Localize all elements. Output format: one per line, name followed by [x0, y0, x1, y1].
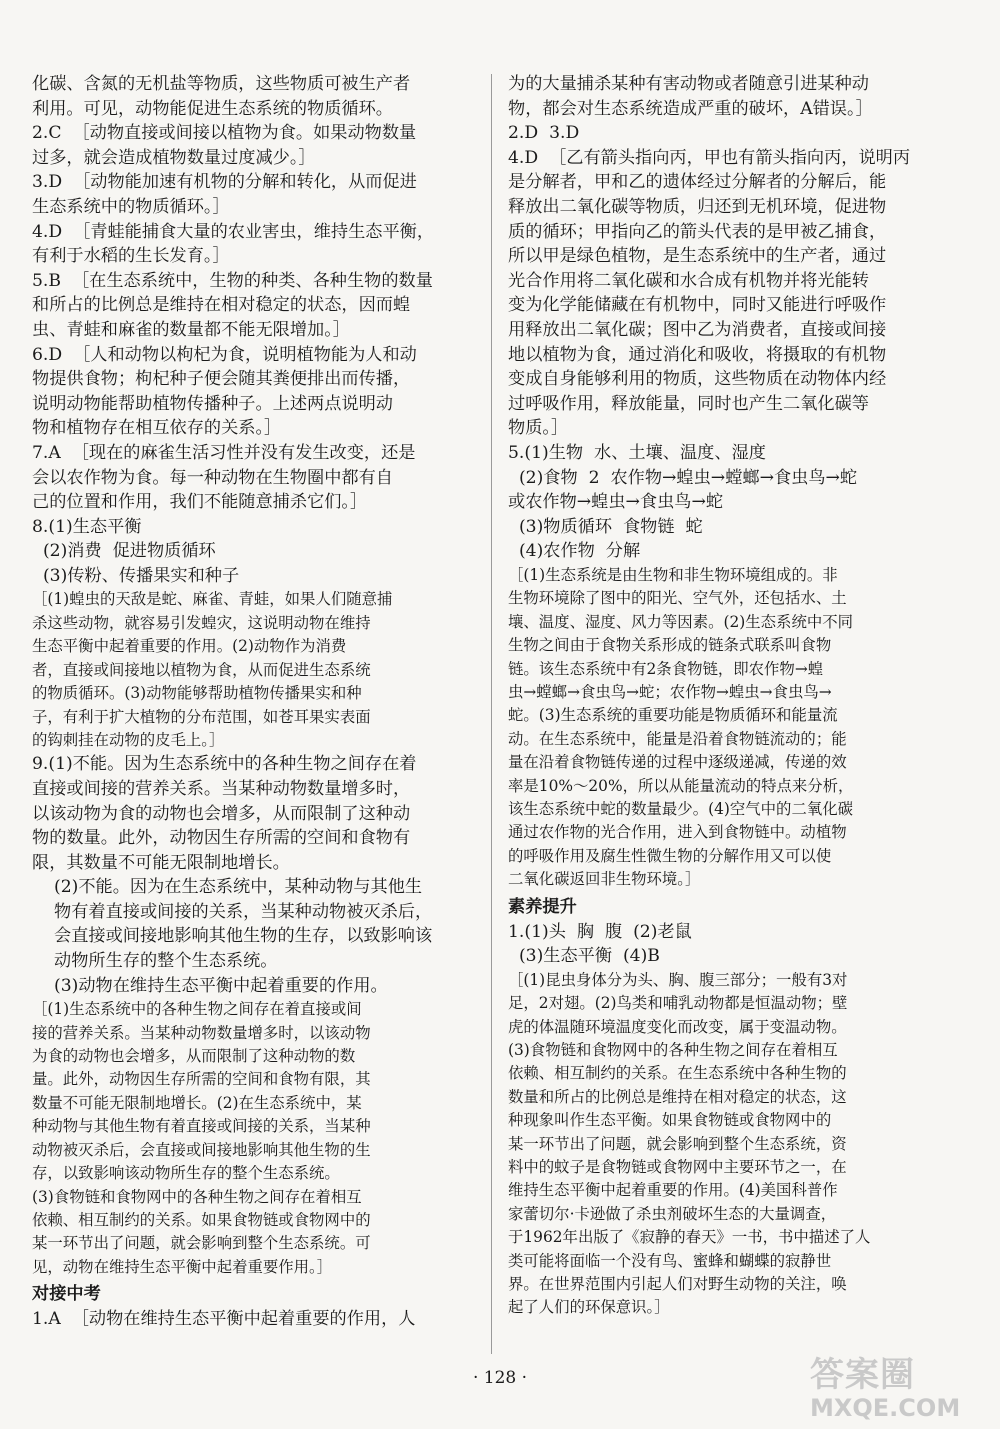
text-line: 和所占的比例总是维持在相对稳定的状态，因而蝗 — [32, 295, 411, 316]
text-line: 是分解者，甲和乙的遗体经过分解者的分解后，能 — [508, 172, 887, 193]
text-line: 数量不可能无限制地增长。(2)在生态系统中，某 — [32, 1093, 362, 1112]
text-line: 虫→螳螂→食虫鸟→蛇；农作物→蝗虫→食虫鸟→ — [508, 682, 832, 701]
continued-text — [32, 72, 474, 121]
answer-subitem — [32, 875, 474, 973]
text-line: 限，其数量不可能无限制地增长。 — [32, 852, 290, 873]
answer-item — [508, 121, 970, 146]
text-line: 生物之间由于食物关系形成的链条式联系叫食物 — [508, 636, 832, 655]
text-line: 1.(1)头 胸 腹 (2)老鼠 — [508, 921, 692, 942]
text-line: 二氧化碳返回非生物环境。］ — [508, 870, 701, 889]
text-line: 依赖、相互制约的关系。如果食物链或食物网中的 — [32, 1210, 371, 1229]
left-column — [32, 72, 474, 1332]
text-line: 直接或间接的营养关系。当某种动物数量增多时， — [32, 778, 411, 799]
text-line: 数量和所占的比例总是维持在相对稳定的状态，这 — [508, 1087, 847, 1106]
text-line: 物有着直接或间接的关系，当某种动物被灭杀后， — [54, 901, 433, 922]
text-line: 素养提升 — [508, 896, 577, 917]
text-line: 该生态系统中蛇的数量最少。(4)空气中的二氧化碳 — [508, 799, 854, 818]
text-line: 界。在世界范围内引起人们对野生动物的关注，唤 — [508, 1275, 847, 1294]
text-line: 接的营养关系。当某种动物数量增多时，以该动物 — [32, 1023, 371, 1042]
text-line: 量。此外，动物因生存所需的空间和食物有限，其 — [32, 1070, 371, 1089]
text-line: 起了人们的环保意识。］ — [508, 1298, 670, 1317]
explanation-note — [32, 588, 474, 752]
text-line: 动物被灭杀后，会直接或间接地影响其他生物的生 — [32, 1140, 371, 1159]
answer-item — [32, 121, 474, 170]
text-line: 所以甲是绿色植物，是生态系统中的生产者，通过 — [508, 246, 887, 267]
text-line: 于1962年出版了《寂静的春天》一书，书中描述了人 — [508, 1228, 871, 1247]
answer-item — [32, 515, 474, 589]
text-line: 维持生态平衡中起着重要的作用。(4)美国科普作 — [508, 1181, 838, 1200]
answer-subitem — [32, 974, 474, 999]
text-line: 利用。可见，动物能促进生态系统的物质循环。 — [32, 98, 393, 119]
text-line: 的物质循环。(3)动物能够帮助植物传播果实和种 — [32, 684, 362, 703]
text-line: 或农作物→蝗虫→食虫鸟→蛇 — [508, 492, 724, 513]
text-line: 4.D ［青蛙能捕食大量的农业害虫，维持生态平衡， — [32, 221, 435, 242]
column-divider — [491, 74, 492, 1354]
text-line: 7.A ［现在的麻雀生活习性并没有发生改变，还是 — [32, 442, 416, 463]
text-line: (3)生态平衡 (4)B — [508, 946, 660, 967]
text-line: (2)不能。因为在生态系统中，某种动物与其他生 — [54, 877, 423, 898]
text-line: 物提供食物；枸杞种子便会随其粪便排出而传播， — [32, 369, 411, 390]
text-line: 某一环节出了问题，就会影响到整个生态系统。可 — [32, 1234, 371, 1253]
text-line: 存，以致影响该动物所生存的整个生态系统。 — [32, 1164, 340, 1183]
text-line: 子，有利于扩大植物的分布范围，如苍耳果实表面 — [32, 707, 371, 726]
text-line: 为的大量捕杀某种有害动物或者随意引进某种动 — [508, 74, 869, 94]
text-line: 过多，就会造成植物数量过度减少。］ — [32, 147, 316, 168]
text-line: 物的数量。此外，动物因生存所需的空间和食物有 — [32, 828, 411, 849]
text-line: 料中的蚊子是食物链或食物网中主要环节之一，在 — [508, 1158, 847, 1176]
text-line: 家蕾切尔·卡逊做了杀虫剂破坏生态的大量调查， — [508, 1204, 837, 1223]
text-line: 地以植物为食，通过消化和吸收，将摄取的有机物 — [508, 344, 887, 365]
explanation-note — [508, 564, 970, 892]
text-line: 蛇。(3)生态系统的重要功能是物质循环和能量流 — [508, 706, 838, 725]
text-line: 6.D ［人和动物以枸杞为食，说明植物能为人和动 — [32, 344, 417, 365]
text-line: 2.D 3.D — [508, 123, 580, 144]
section-title — [32, 1281, 474, 1307]
explanation-note — [508, 969, 970, 1320]
text-line: 的呼吸作用及腐生性微生物的分解作用又可以使 — [508, 846, 832, 865]
text-line: 以该动物为食的动物也会增多，从而限制了这种动 — [32, 803, 411, 824]
text-line: 生态系统中的物质循环。］ — [32, 196, 230, 217]
text-line: (3)物质循环 食物链 蛇 — [508, 516, 703, 537]
text-line: 虎的体温随环境温度变化而改变，属于变温动物。 — [508, 1017, 847, 1036]
text-line: 9.(1)不能。因为生态系统中的各种生物之间存在着 — [32, 754, 417, 775]
text-line: (3)食物链和食物网中的各种生物之间存在着相互 — [508, 1040, 838, 1059]
text-line: 8.(1)生态平衡 — [32, 516, 142, 537]
text-line: 会以农作物为食。每一种动物在生物圈中都有自 — [32, 467, 393, 488]
text-line: 光合作用将二氧化碳和水合成有机物并将光能转 — [508, 270, 869, 291]
text-line: 生态平衡中起着重要的作用。(2)动物作为消费 — [32, 637, 347, 656]
text-line: 虫、青蛙和麻雀的数量都不能无限增加。］ — [32, 319, 350, 340]
text-line: 化碳、含氮的无机盐等物质，这些物质可被生产者 — [32, 74, 411, 94]
text-line: 壤、温度、湿度、风力等因素。(2)生态系统中不同 — [508, 612, 854, 631]
right-column — [508, 72, 970, 1320]
text-line: ［(1)生态系统中的各种生物之间存在着直接或间 — [32, 1000, 362, 1019]
text-line: ［(1)昆虫身体分为头、胸、腹三部分；一般有3对 — [508, 970, 848, 989]
answer-item — [32, 441, 474, 515]
text-line: 变成自身能够利用的物质，这些物质在动物体内经 — [508, 369, 887, 390]
text-line: 量在沿着食物链传递的过程中逐级递减，传递的效 — [508, 753, 847, 772]
text-line: (3)传粉、传播果实和种子 — [32, 565, 240, 586]
watermark-logo — [810, 1356, 980, 1428]
answer-item — [32, 752, 474, 875]
answer-item — [508, 441, 970, 564]
answer-item — [508, 146, 970, 441]
text-line: 种动物与其他生物有着直接或间接的关系，当某种 — [32, 1117, 371, 1136]
answer-item — [32, 343, 474, 441]
text-line: 3.D ［动物能加速有机物的分解和转化，从而促进 — [32, 172, 417, 193]
text-line: 动物所生存的整个生态系统。 — [54, 951, 278, 972]
text-line: 1.A ［动物在维持生态平衡中起着重要的作用，人 — [32, 1309, 416, 1330]
text-line: ［(1)蝗虫的天敌是蛇、麻雀、青蛙，如果人们随意捕 — [32, 590, 393, 609]
text-line: 生物环境除了图中的阳光、空气外，还包括水、土 — [508, 589, 847, 608]
text-line: 某一环节出了问题，就会影响到整个生态系统，资 — [508, 1134, 847, 1153]
text-line: ［(1)生态系统是由生物和非生物环境组成的。非 — [508, 565, 838, 584]
watermark-logo-text: 答案圈 — [810, 1355, 915, 1395]
text-line: 杀这些动物，就容易引发蝗灾，这说明动物在维持 — [32, 613, 371, 632]
text-line: 链。该生态系统中有2条食物链，即农作物→蝗 — [508, 659, 824, 678]
text-line: 有利于水稻的生长发育。］ — [32, 246, 230, 267]
text-line: 2.C ［动物直接或间接以植物为食。如果动物数量 — [32, 123, 417, 144]
explanation-note — [32, 998, 474, 1279]
watermark-url: MXQE.COM — [810, 1394, 961, 1422]
text-line: (2)消费 促进物质循环 — [32, 541, 216, 562]
section-title — [508, 894, 970, 920]
text-line: 用释放出二氧化碳；图中乙为消费者，直接或间接 — [508, 319, 887, 340]
text-line: 物和植物存在相互依存的关系。］ — [32, 418, 282, 439]
answer-item — [32, 1307, 474, 1332]
text-line: 5.B ［在生态系统中，生物的种类、各种生物的数量 — [32, 270, 433, 291]
text-line: 足，2对翅。(2)鸟类和哺乳动物都是恒温动物；壁 — [508, 994, 848, 1013]
text-line: (3)动物在维持生态平衡中起着重要的作用。 — [54, 975, 388, 996]
text-line: 己的位置和作用，我们不能随意捕杀它们。］ — [32, 492, 368, 513]
answer-item — [32, 220, 474, 269]
continued-text — [508, 72, 970, 121]
text-line: 变为化学能储藏在有机物中，同时又能进行呼吸作 — [508, 295, 887, 316]
text-line: 过呼吸作用，释放能量，同时也产生二氧化碳等 — [508, 393, 869, 414]
text-line: 会直接或间接地影响其他生物的生存，以致影响该 — [54, 926, 433, 947]
text-line: (4)农作物 分解 — [508, 541, 641, 562]
text-line: 释放出二氧化碳等物质，归还到无机环境，促进物 — [508, 196, 887, 217]
text-line: 者，直接或间接地以植物为食，从而促进生态系统 — [32, 660, 371, 679]
answer-item — [32, 170, 474, 219]
text-line: 依赖、相互制约的关系。在生态系统中各种生物的 — [508, 1064, 847, 1083]
text-line: 说明动物能帮助植物传播种子。上述两点说明动 — [32, 393, 393, 414]
text-line: 5.(1)生物 水、土壤、温度、湿度 — [508, 442, 766, 463]
text-line: (2)食物 2 农作物→蝗虫→螳螂→食虫鸟→蛇 — [508, 467, 858, 488]
page-number: · 128 · — [472, 1368, 528, 1388]
text-line: 类可能将面临一个没有鸟、蜜蜂和蝴蝶的寂静世 — [508, 1251, 832, 1270]
text-line: (3)食物链和食物网中的各种生物之间存在着相互 — [32, 1187, 362, 1206]
text-line: 对接中考 — [32, 1284, 101, 1305]
text-line: 种现象叫作生态平衡。如果食物链或食物网中的 — [508, 1111, 832, 1130]
text-line: 见，动物在维持生态平衡中起着重要作用。］ — [32, 1257, 333, 1276]
text-line: 质的循环；甲指向乙的箭头代表的是甲被乙捕食， — [508, 221, 887, 242]
answer-item — [508, 920, 970, 969]
text-line: 为食的动物也会增多，从而限制了这种动物的数 — [32, 1047, 356, 1066]
text-line: 4.D ［乙有箭头指向丙，甲也有箭头指向丙，说明丙 — [508, 147, 911, 168]
text-line: 率是10%～20%，所以从能量流动的特点来分析， — [508, 776, 854, 795]
answer-item — [32, 269, 474, 343]
text-line: 的钩刺挂在动物的皮毛上。］ — [32, 730, 225, 749]
text-line: 物，都会对生态系统造成严重的破坏，A错误。］ — [508, 98, 873, 119]
text-line: 物质。］ — [508, 418, 569, 439]
text-line: 通过农作物的光合作用，进入到食物链中。动植物 — [508, 823, 847, 842]
text-line: 动。在生态系统中，能量是沿着食物链流动的；能 — [508, 729, 847, 748]
